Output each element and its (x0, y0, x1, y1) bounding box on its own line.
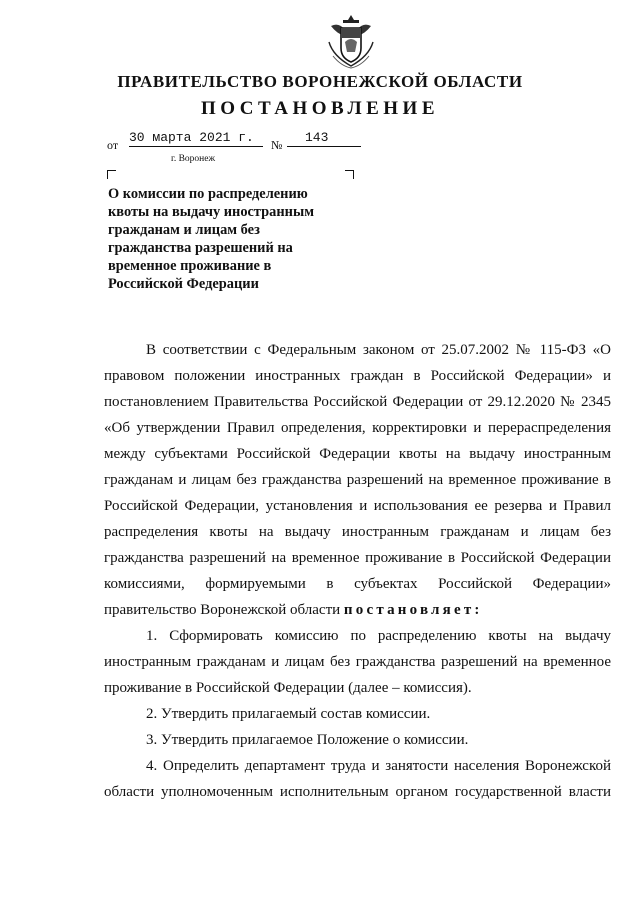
item-4-line: 4. Определить департамент труда и занятости населения Воронежской (146, 758, 611, 774)
preamble-line: постановлением Правительства Российской Федерации от 29.12.2020 № 2345 (104, 394, 611, 410)
preamble-line: гражданам и лицам без гражданства разрешений на временное проживание в (104, 472, 611, 488)
subject-line: квоты на выдачу иностранным (108, 204, 315, 220)
subject-line: Российской Федерации (108, 276, 259, 292)
subject-line: гражданам и лицам без (108, 222, 260, 238)
number-sign: № (271, 138, 283, 152)
subject-corner-right (345, 170, 354, 179)
preamble-line: Российской Федерации, установления и использования ее резерва и Правил (104, 498, 611, 514)
preamble-line: «Об утверждении Правил определения, корректировки и перераспределения (104, 420, 611, 436)
issue-date: 30 марта 2021 г. (129, 130, 263, 147)
decree-word: постановляет: (343, 602, 483, 618)
decree-line (104, 600, 611, 620)
date-prefix: от (107, 138, 119, 152)
item-1-line: проживание в Российской Федерации (далее – комиссия). (104, 680, 472, 696)
preamble-line: В соответствии с Федеральным законом от 25.07.2002 № 115-ФЗ «О (146, 342, 611, 358)
item-3: 3. Утвердить прилагаемое Положение о комиссии. (146, 732, 469, 748)
preamble-line: между субъектами Российской Федерации квоты на выдачу иностранным (104, 446, 611, 462)
item-4-line: области уполномоченным исполнительным органом государственной власти (104, 784, 611, 800)
document-subject (108, 185, 348, 293)
preamble-line: правовом положении иностранных граждан в Российской Федерации» и (104, 368, 611, 384)
item-2: 2. Утвердить прилагаемый состав комиссии. (146, 706, 431, 722)
organization-title: ПРАВИТЕЛЬСТВО ВОРОНЕЖСКОЙ ОБЛАСТИ (117, 72, 523, 91)
item-1-line: 1. Сформировать комиссию по распределению квоты на выдачу (146, 628, 611, 644)
subject-line: временное проживание в (108, 258, 272, 274)
subject-line: О комиссии по распределению (108, 186, 308, 202)
issue-city: г. Воронеж (171, 154, 216, 164)
preamble-line: комиссиями, формируемыми в субъектах Российской Федерации» (104, 576, 611, 592)
decree-lead: правительство Воронежской области (104, 602, 341, 618)
preamble-line: гражданства разрешений на временное проживание в Российской Федерации (104, 550, 611, 566)
preamble-line: распределения квоты на выдачу иностранным гражданам и лицам без (104, 524, 611, 540)
coat-of-arms-icon (325, 12, 377, 70)
document-number: 143 (287, 130, 361, 147)
subject-line: гражданства разрешений на (108, 240, 293, 256)
item-1-line: иностранным гражданам и лицам без гражданства разрешений на временное (104, 654, 611, 670)
subject-corner-left (107, 170, 116, 179)
document-type: ПОСТАНОВЛЕНИЕ (200, 98, 440, 119)
